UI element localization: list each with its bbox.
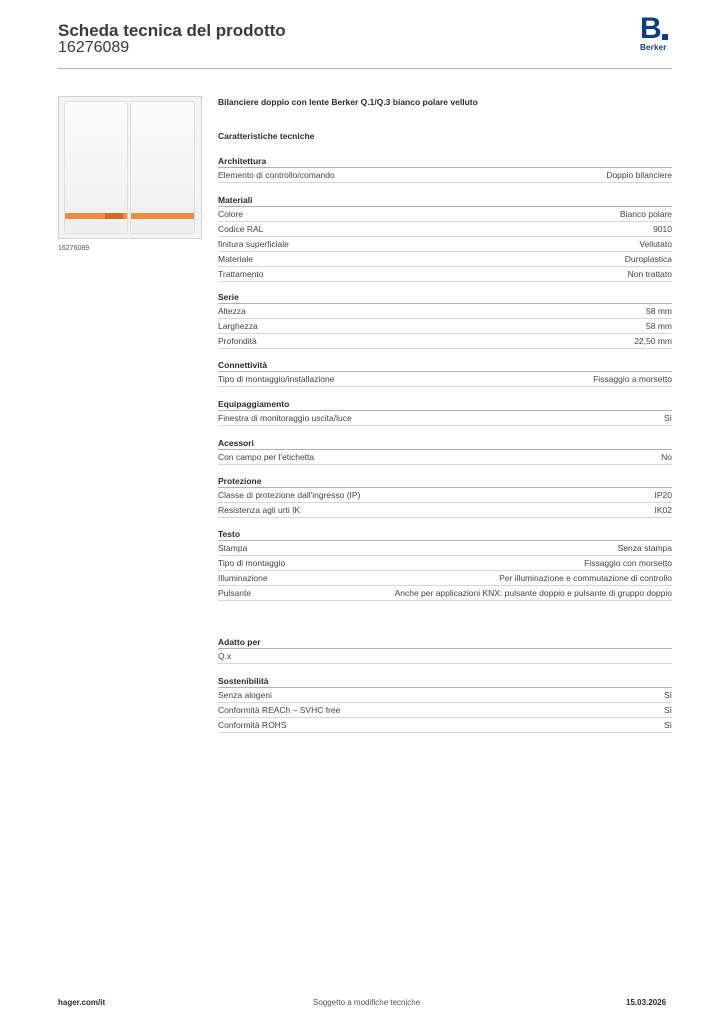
spec-section	[218, 194, 672, 282]
spec-value: No	[661, 452, 672, 462]
spec-row	[218, 237, 672, 252]
spec-value: Senza stampa	[617, 543, 672, 553]
spec-label: Pulsante	[218, 588, 252, 598]
spec-row	[218, 168, 672, 183]
rocker-right	[130, 101, 195, 234]
spec-label: finitura superficiale	[218, 239, 289, 249]
spec-value: IK02	[654, 505, 672, 515]
logo-dot	[662, 34, 668, 40]
section-title: Sostenibilità	[218, 675, 672, 688]
spec-row	[218, 718, 672, 733]
spec-value: Non trattato	[627, 269, 672, 279]
spec-row	[218, 488, 672, 503]
spec-row	[218, 541, 672, 556]
section-title: Materiali	[218, 194, 672, 207]
lens-strip-right	[131, 213, 194, 219]
spec-row	[218, 267, 672, 282]
lens-window	[105, 213, 123, 219]
spec-label: Stampa	[218, 543, 248, 553]
spec-value: 9010	[653, 224, 672, 234]
spec-label: Illuminazione	[218, 573, 268, 583]
spec-label: Con campo per l'etichetta	[218, 452, 315, 462]
spec-row	[218, 411, 672, 426]
section-title: Acessori	[218, 437, 672, 450]
spec-label: Trattamento	[218, 269, 264, 279]
spec-value: IP20	[654, 490, 672, 500]
berker-logo	[640, 14, 676, 54]
spec-row	[218, 703, 672, 718]
spec-label: Conformità REACh – SVHC free	[218, 705, 341, 715]
spec-label: Colore	[218, 209, 244, 219]
spec-value: Sì	[663, 413, 672, 423]
tech-heading: Caratteristiche tecniche	[218, 131, 315, 141]
spec-section	[218, 155, 672, 183]
spec-value: Duroplastica	[624, 254, 672, 264]
section-title: Protezione	[218, 475, 672, 488]
spec-section	[218, 528, 672, 601]
logo-text: Berker	[640, 43, 667, 52]
spec-value: Sì	[663, 690, 672, 700]
spec-value: Bianco polare	[620, 209, 672, 219]
image-caption: 16276089	[58, 245, 90, 252]
rocker-left	[64, 101, 128, 234]
spec-section	[218, 675, 672, 733]
spec-row	[218, 450, 672, 465]
spec-row	[218, 556, 672, 571]
spec-row	[218, 222, 672, 237]
spec-value: 58 mm	[646, 321, 672, 331]
spec-label: Codice RAL	[218, 224, 264, 234]
header-divider	[58, 68, 672, 69]
spec-value: Vellutato	[639, 239, 672, 249]
spec-section	[218, 291, 672, 349]
spec-section	[218, 636, 672, 664]
spec-label: Profondità	[218, 336, 257, 346]
spec-row	[218, 688, 672, 703]
spec-label: Q.x	[218, 651, 232, 661]
spec-label: Resistenza agli urti IK	[218, 505, 301, 515]
spec-value: 22,50 mm	[634, 336, 672, 346]
spec-value: Fissaggio a morsetto	[593, 374, 672, 384]
footer-date: 15.03.2026	[626, 998, 667, 1007]
spec-label: Classe di protezione dall'ingresso (IP)	[218, 490, 361, 500]
section-title: Equipaggiamento	[218, 398, 672, 411]
spec-row	[218, 207, 672, 222]
spec-label: Finestra di monitoraggio uscita/luce	[218, 413, 352, 423]
section-title: Connettività	[218, 359, 672, 372]
spec-row	[218, 252, 672, 267]
logo-letter: B	[640, 12, 662, 45]
spec-section	[218, 437, 672, 465]
spec-label: Elemento di controllo/comando	[218, 170, 335, 180]
footer-website[interactable]: hager.com/it	[58, 998, 106, 1007]
spec-section	[218, 359, 672, 387]
spec-label: Larghezza	[218, 321, 258, 331]
spec-row	[218, 372, 672, 387]
product-code: 16276089	[58, 39, 130, 56]
spec-row	[218, 304, 672, 319]
spec-value: 58 mm	[646, 306, 672, 316]
section-title: Adatto per	[218, 636, 672, 649]
spec-value: Sì	[663, 705, 672, 715]
spec-row	[218, 503, 672, 518]
spec-label: Altezza	[218, 306, 246, 316]
spec-row	[218, 649, 672, 664]
spec-row	[218, 586, 672, 601]
page-title: Scheda tecnica del prodotto	[58, 21, 286, 40]
section-title: Architettura	[218, 155, 672, 168]
spec-value: Doppio bilanciere	[606, 170, 672, 180]
section-title: Serie	[218, 291, 672, 304]
spec-value: Per illuminazione e commutazione di controllo	[499, 573, 672, 583]
spec-value: Sì	[663, 720, 672, 730]
spec-row	[218, 319, 672, 334]
spec-row	[218, 334, 672, 349]
spec-row	[218, 571, 672, 586]
product-image	[58, 96, 202, 239]
spec-value: Anche per applicazioni KNX: pulsante doppio e pulsante di gruppo doppio	[394, 588, 672, 598]
spec-label: Tipo di montaggio/installazione	[218, 374, 335, 384]
spec-section	[218, 398, 672, 426]
spec-label: Conformità ROHS	[218, 720, 287, 730]
spec-label: Materiale	[218, 254, 253, 264]
section-title: Testo	[218, 528, 672, 541]
footer-note: Soggetto a modifiche tecniche	[313, 998, 421, 1007]
spec-section	[218, 475, 672, 518]
spec-label: Tipo di montaggio	[218, 558, 286, 568]
product-name: Bilanciere doppio con lente Berker Q.1/Q.3 bianco polare velluto	[218, 97, 478, 107]
spec-value: Fissaggio con morsetto	[584, 558, 672, 568]
spec-label: Senza alogeni	[218, 690, 272, 700]
